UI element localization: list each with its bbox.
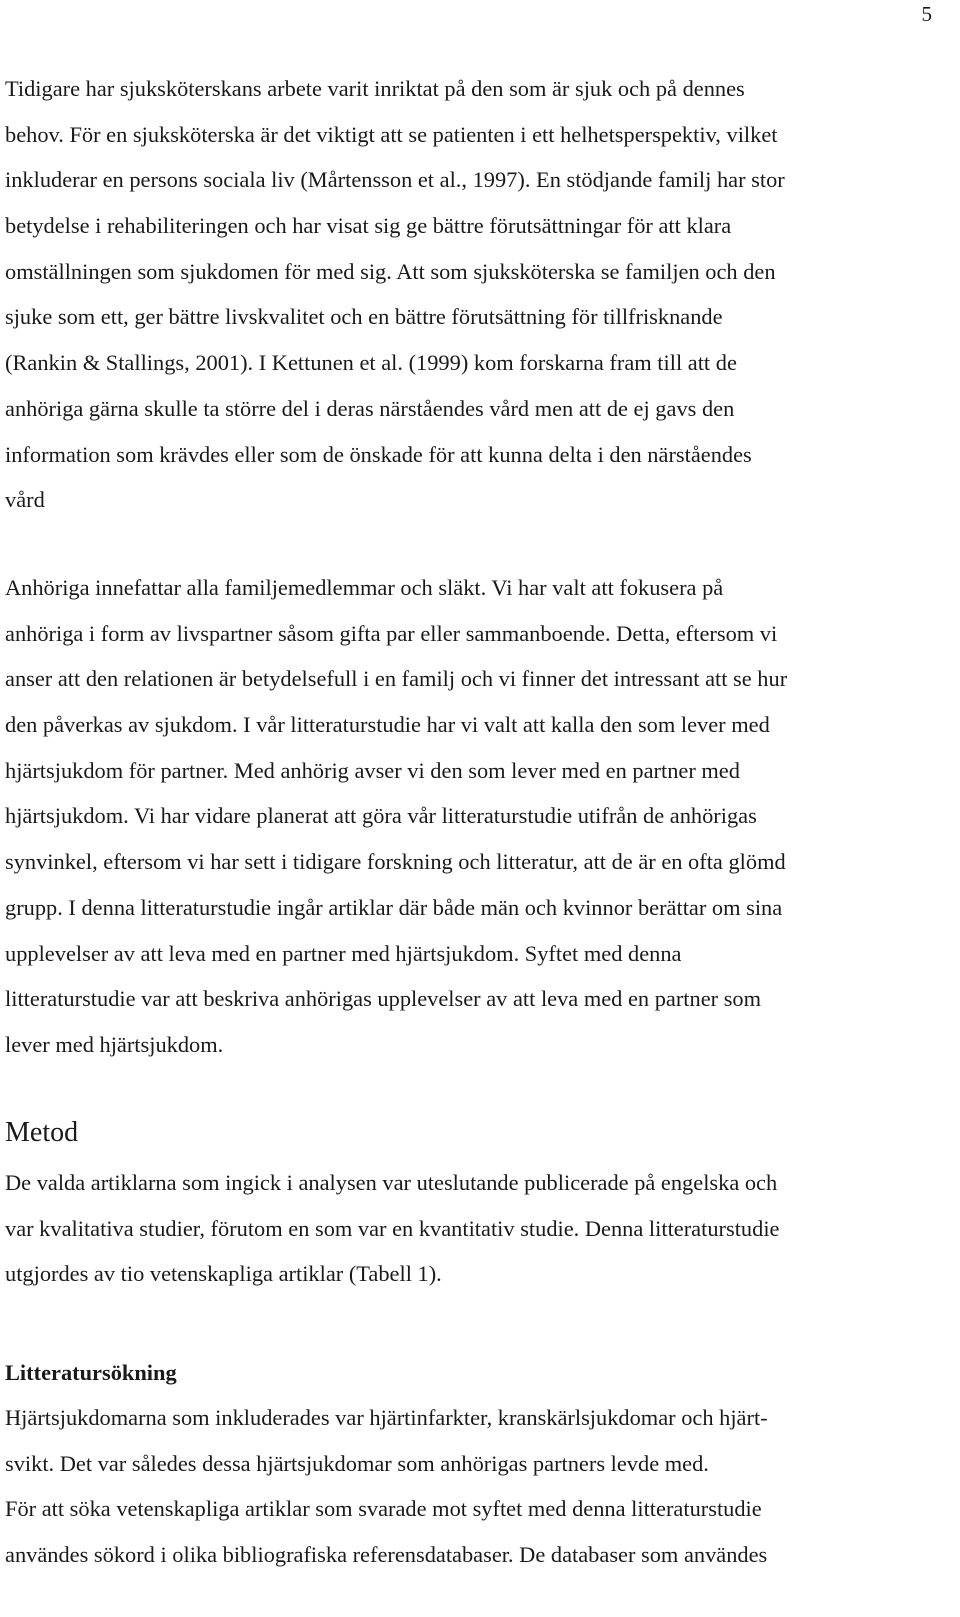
section-heading-litteratursokning: Litteratursökning — [5, 1360, 177, 1385]
text-line: litteraturstudie var att beskriva anhörigas upplevelser av att leva med en partner som — [5, 986, 762, 1012]
text-line: Anhöriga innefattar alla familjemedlemmar och släkt. Vi har valt att fokusera på — [5, 575, 724, 600]
text-line: anhöriga gärna skulle ta större del i deras närståendes vård men att de ej gavs den — [5, 395, 735, 421]
text-line: information som krävdes eller som de önskade för att kunna delta i den närståendes — [5, 441, 752, 467]
text-line: användes sökord i olika bibliografiska referensdatabaser. De databaser som användes — [5, 1542, 768, 1568]
text-line: den påverkas av sjukdom. I vår litteraturstudie har vi valt att kalla den som lever med — [5, 712, 770, 738]
paragraph-metod — [5, 1160, 935, 1297]
text-line: lever med hjärtsjukdom. — [5, 1031, 224, 1057]
text-line: utgjordes av tio vetenskapliga artiklar (Tabell 1). — [5, 1261, 442, 1287]
text-line: sjuke som ett, ger bättre livskvalitet och en bättre förutsättning för tillfrisknande — [5, 304, 723, 330]
paragraph-intro — [5, 66, 935, 523]
text-line: var kvalitativa studier, förutom en som var en kvantitativ studie. Denna litteraturstudie — [5, 1215, 780, 1241]
paragraph-anhoriga — [5, 565, 935, 1068]
text-line: hjärtsjukdom. Vi har vidare planerat att göra vår litteraturstudie utifrån de anhörigas — [5, 803, 757, 829]
text-line: upplevelser av att leva med en partner med hjärtsjukdom. Syftet med denna — [5, 940, 682, 966]
text-line: anser att den relationen är betydelsefull i en familj och vi finner det intressant att se hur — [5, 666, 788, 692]
text-line: (Rankin & Stallings, 2001). I Kettunen et al. (1999) kom forskarna fram till att de — [5, 350, 737, 376]
text-line: betydelse i rehabiliteringen och har visat sig ge bättre förutsättningar för att klara — [5, 213, 732, 239]
text-line: För att söka vetenskapliga artiklar som svarade mot syftet med denna litteraturstudie — [5, 1496, 762, 1522]
text-line: anhöriga i form av livspartner såsom gifta par eller sammanboende. Detta, eftersom vi — [5, 620, 778, 646]
text-line: grupp. I denna litteraturstudie ingår artiklar där både män och kvinnor berättar om sina — [5, 894, 783, 920]
paragraph-litteratursokning — [5, 1395, 935, 1578]
text-line: vård — [5, 487, 45, 513]
text-line: hjärtsjukdom för partner. Med anhörig avser vi den som lever med en partner med — [5, 757, 740, 783]
page-number: 5 — [921, 2, 932, 26]
text-line: synvinkel, eftersom vi har sett i tidigare forskning och litteratur, att de är en ofta glömd — [5, 849, 786, 875]
text-line: omställningen som sjukdomen för med sig. Att som sjuksköterska se familjen och den — [5, 258, 776, 284]
text-line: Tidigare har sjuksköterskans arbete varit inriktat på den som är sjuk och på dennes — [5, 76, 745, 101]
text-line: inkluderar en persons sociala liv (Mårtensson et al., 1997). En stödjande familj har stor — [5, 167, 785, 193]
text-line: behov. För en sjuksköterska är det viktigt att se patienten i ett helhetsperspektiv, vilket — [5, 121, 778, 147]
text-line: svikt. Det var således dessa hjärtsjukdomar som anhörigas partners levde med. — [5, 1450, 709, 1476]
text-line: Hjärtsjukdomarna som inkluderades var hjärtinfarkter, kranskärlsjukdomar och hjärt- — [5, 1405, 768, 1430]
section-heading-metod: Metod — [5, 1117, 79, 1148]
text-line: De valda artiklarna som ingick i analysen var uteslutande publicerade på engelska och — [5, 1170, 778, 1195]
